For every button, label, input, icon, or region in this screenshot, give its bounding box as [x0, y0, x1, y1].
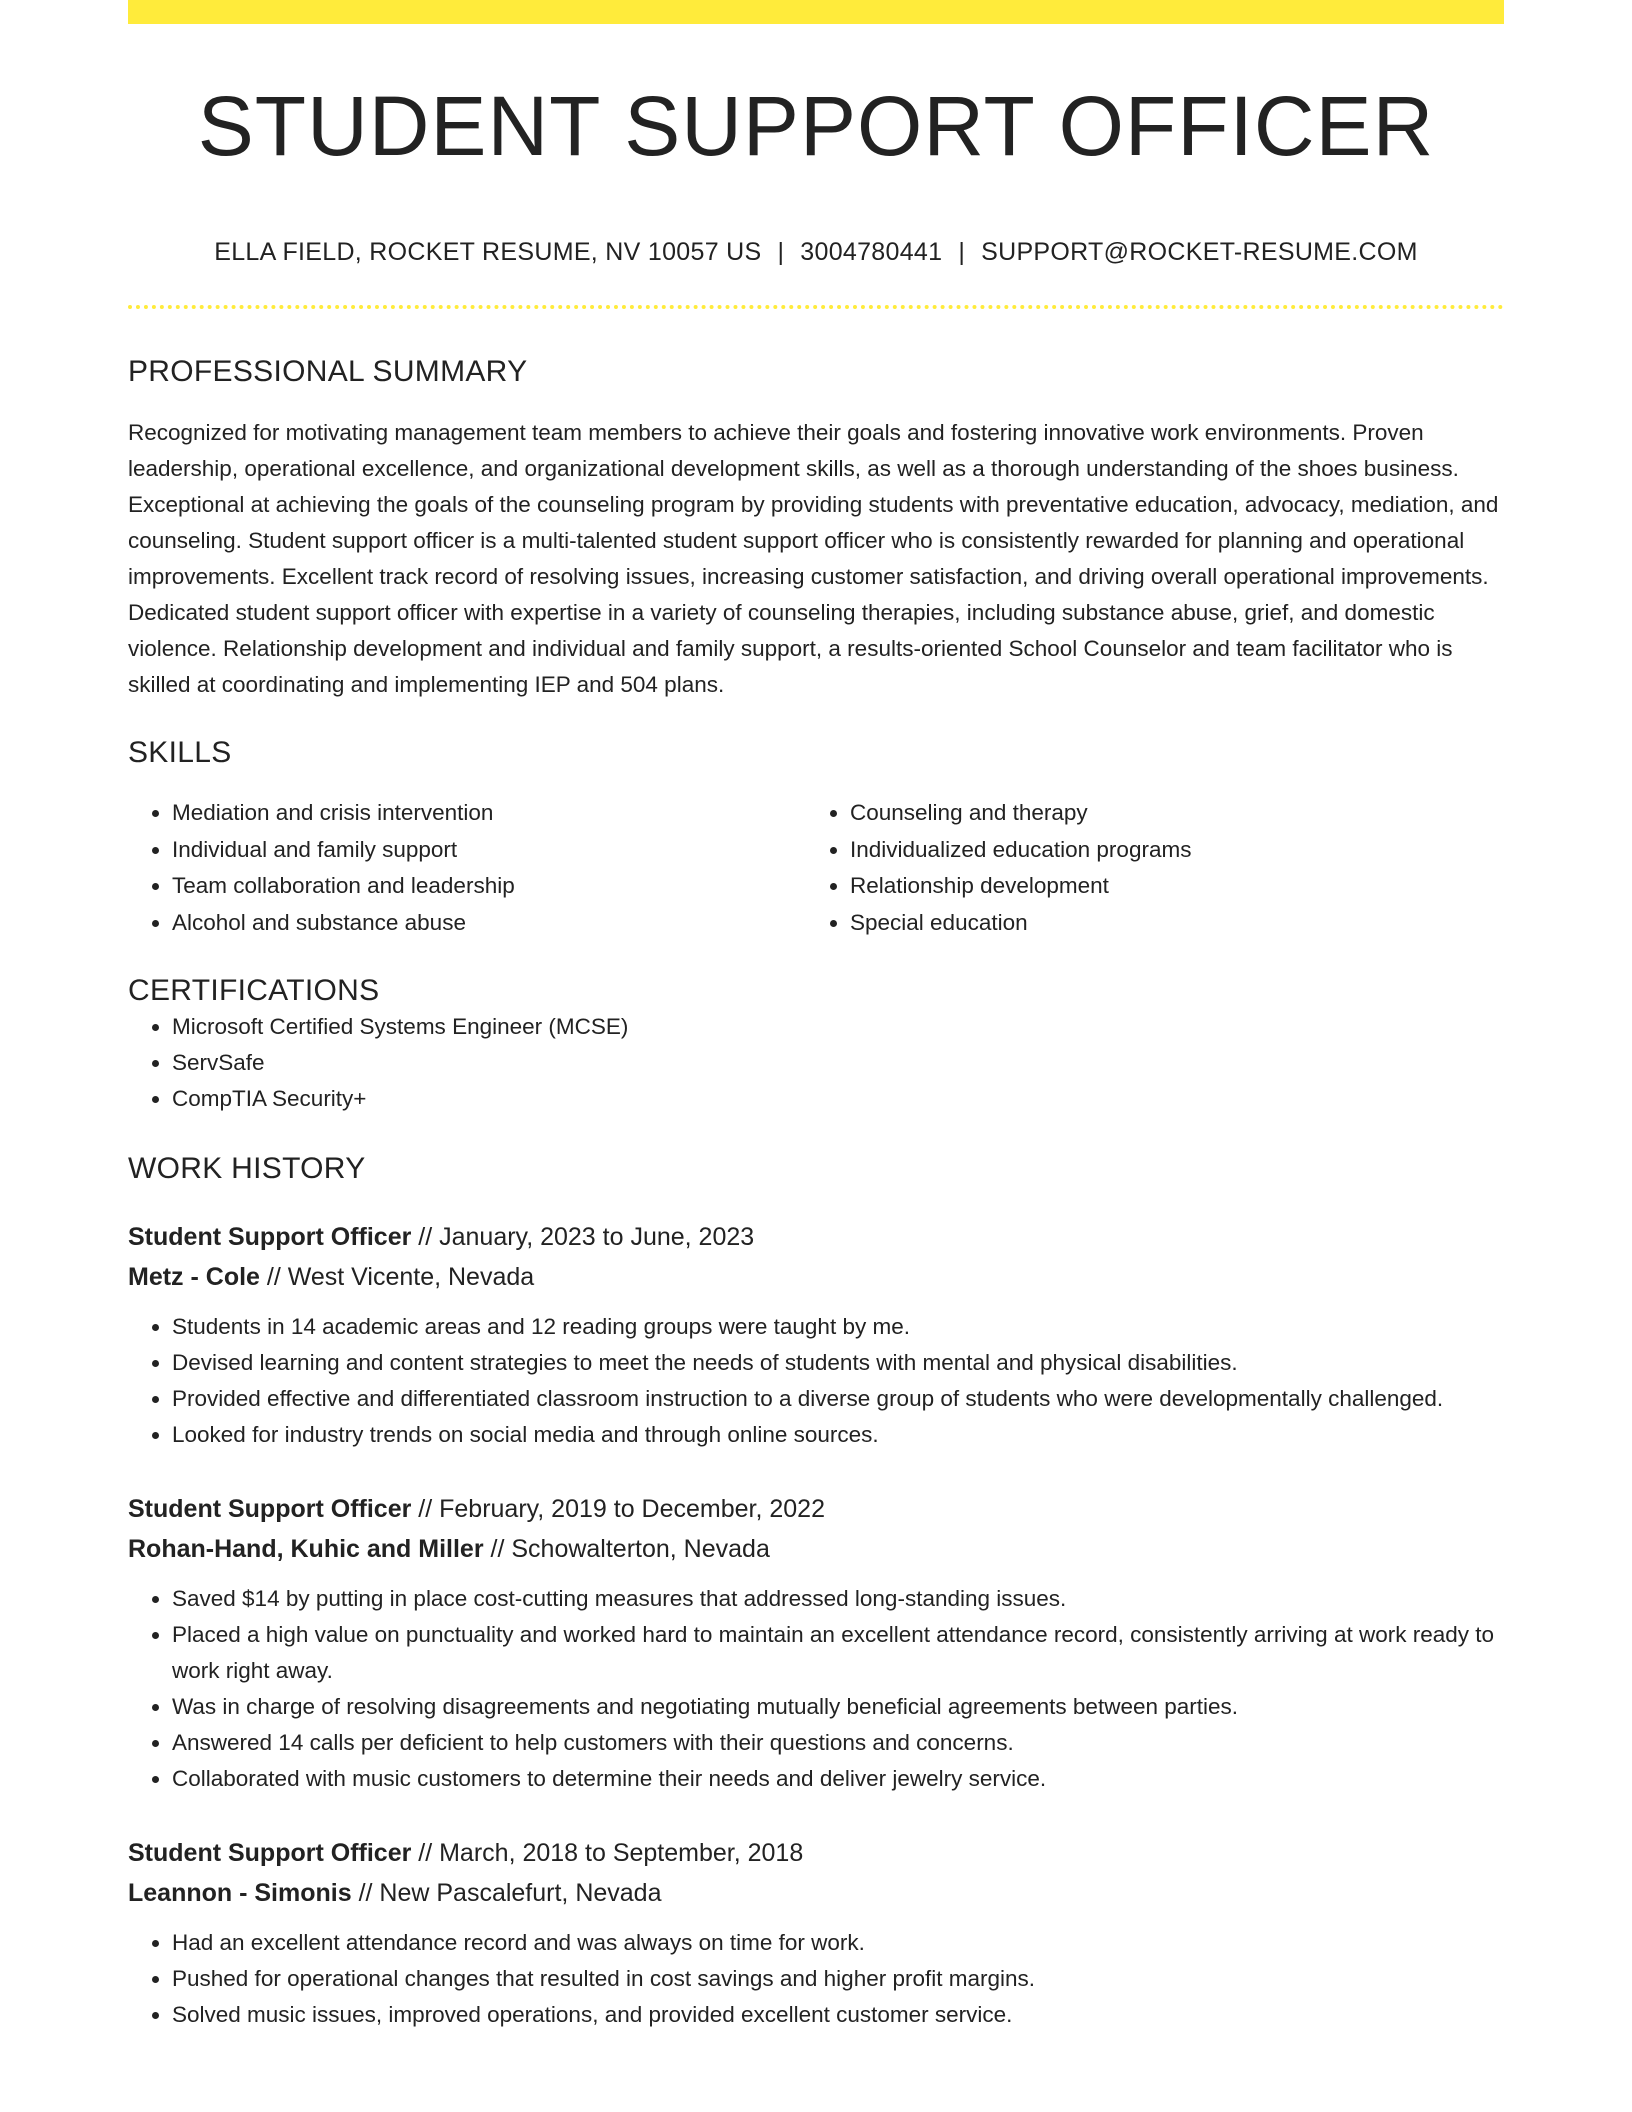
skills-heading: SKILLS [128, 736, 232, 769]
certifications-list [128, 1009, 1504, 1117]
skill-item: • Individual and family support [172, 832, 806, 869]
job-company-line [128, 1529, 1504, 1569]
job-location: // New Pascalefurt, Nevada [351, 1879, 662, 1907]
contact-email: SUPPORT@ROCKET-RESUME.COM [981, 238, 1418, 266]
job-location: // West Vicente, Nevada [259, 1263, 535, 1291]
contact-line [128, 238, 1504, 267]
job-bullet: • Answered 14 calls per deficient to help customers with their questions and concerns. [172, 1725, 1504, 1761]
job-role: Student Support Officer [128, 1839, 412, 1867]
job-bullet: • Had an excellent attendance record and was always on time for work. [172, 1925, 1504, 1961]
certifications-heading: CERTIFICATIONS [128, 974, 380, 1007]
resume-title: STUDENT SUPPORT OFFICER [197, 79, 1435, 173]
certification-item: • CompTIA Security+ [172, 1081, 1504, 1117]
job-role-line [128, 1217, 1504, 1257]
job-bullet: • Saved $14 by putting in place cost-cutting measures that addressed long-standing issues. [172, 1581, 1504, 1617]
dotted-divider [128, 305, 1504, 309]
job-entry [128, 1217, 1504, 1453]
job-company: Rohan-Hand, Kuhic and Miller [128, 1535, 484, 1563]
job-bullet: • Students in 14 academic areas and 12 reading groups were taught by me. [172, 1309, 1504, 1345]
job-bullet: • Was in charge of resolving disagreements and negotiating mutually beneficial agreements between parties. [172, 1689, 1504, 1725]
job-role-line [128, 1489, 1504, 1529]
accent-top-bar [128, 0, 1504, 24]
resume-page [128, 0, 1504, 2033]
skill-item: • Alcohol and substance abuse [172, 905, 806, 942]
skills-grid [128, 795, 1504, 941]
job-bullet: • Provided effective and differentiated classroom instruction to a diverse group of students who were developmentally challenged. [172, 1381, 1504, 1417]
certification-item: • ServSafe [172, 1045, 1504, 1081]
job-bullet: • Collaborated with music customers to determine their needs and deliver jewelry service. [172, 1761, 1504, 1797]
contact-address: ELLA FIELD, ROCKET RESUME, NV 10057 US [214, 238, 762, 266]
job-dates: // March, 2018 to September, 2018 [411, 1839, 804, 1867]
job-bullet: • Solved music issues, improved operations, and provided excellent customer service. [172, 1997, 1504, 2033]
summary-text: Recognized for motivating management team members to achieve their goals and fostering innovative work environments. Proven leadership, operational excellence, and organizational development skills, as well as a thorough understanding of the shoes business. Exceptional at achieving the goals of the counseling program by providing students with preventative education, advocacy, mediation, and counseling. Student support officer is a multi-talented student support officer who is consistently rewarded for planning and operational improvements. Excellent track record of resolving issues, increasing customer satisfaction, and driving overall operational improvements. Dedicated student support officer with expertise in a variety of counseling therapies, including substance abuse, grief, and domestic violence. Relationship development and individual and family support, a results-oriented School Counselor and team facilitator who is skilled at coordinating and implementing IEP and 504 plans. [128, 420, 1499, 697]
contact-phone: 3004780441 [800, 238, 943, 266]
job-bullets [128, 1581, 1504, 1797]
job-role-line [128, 1833, 1504, 1873]
skill-item: • Special education [850, 905, 1484, 942]
work-history-heading: WORK HISTORY [128, 1152, 366, 1185]
job-role: Student Support Officer [128, 1495, 412, 1523]
job-company: Leannon - Simonis [128, 1879, 352, 1907]
job-entry [128, 1833, 1504, 2033]
job-bullet: • Pushed for operational changes that resulted in cost savings and higher profit margins. [172, 1961, 1504, 1997]
skill-item: • Individualized education programs [850, 832, 1484, 869]
job-dates: // January, 2023 to June, 2023 [411, 1223, 755, 1251]
skill-item: • Mediation and crisis intervention [172, 795, 806, 832]
job-company: Metz - Cole [128, 1263, 260, 1291]
skill-item: • Team collaboration and leadership [172, 868, 806, 905]
skills-left-column [128, 795, 806, 941]
skills-right-column [806, 795, 1484, 941]
job-location: // Schowalterton, Nevada [483, 1535, 770, 1563]
contact-separator: | [958, 238, 966, 266]
job-dates: // February, 2019 to December, 2022 [411, 1495, 825, 1523]
certification-item: • Microsoft Certified Systems Engineer (MCSE) [172, 1009, 1504, 1045]
job-entry [128, 1489, 1504, 1797]
contact-separator: | [777, 238, 785, 266]
skill-item: • Counseling and therapy [850, 795, 1484, 832]
job-company-line [128, 1257, 1504, 1297]
job-bullet: • Devised learning and content strategies to meet the needs of students with mental and physical disabilities. [172, 1345, 1504, 1381]
job-company-line [128, 1873, 1504, 1913]
skill-item: • Relationship development [850, 868, 1484, 905]
job-bullet: • Placed a high value on punctuality and worked hard to maintain an excellent attendance record, consistently arriving at work ready to work right away. [172, 1617, 1504, 1689]
job-bullets [128, 1925, 1504, 2033]
job-bullet: • Looked for industry trends on social media and through online sources. [172, 1417, 1504, 1453]
job-role: Student Support Officer [128, 1223, 412, 1251]
summary-heading: PROFESSIONAL SUMMARY [128, 355, 528, 388]
job-bullets [128, 1309, 1504, 1453]
